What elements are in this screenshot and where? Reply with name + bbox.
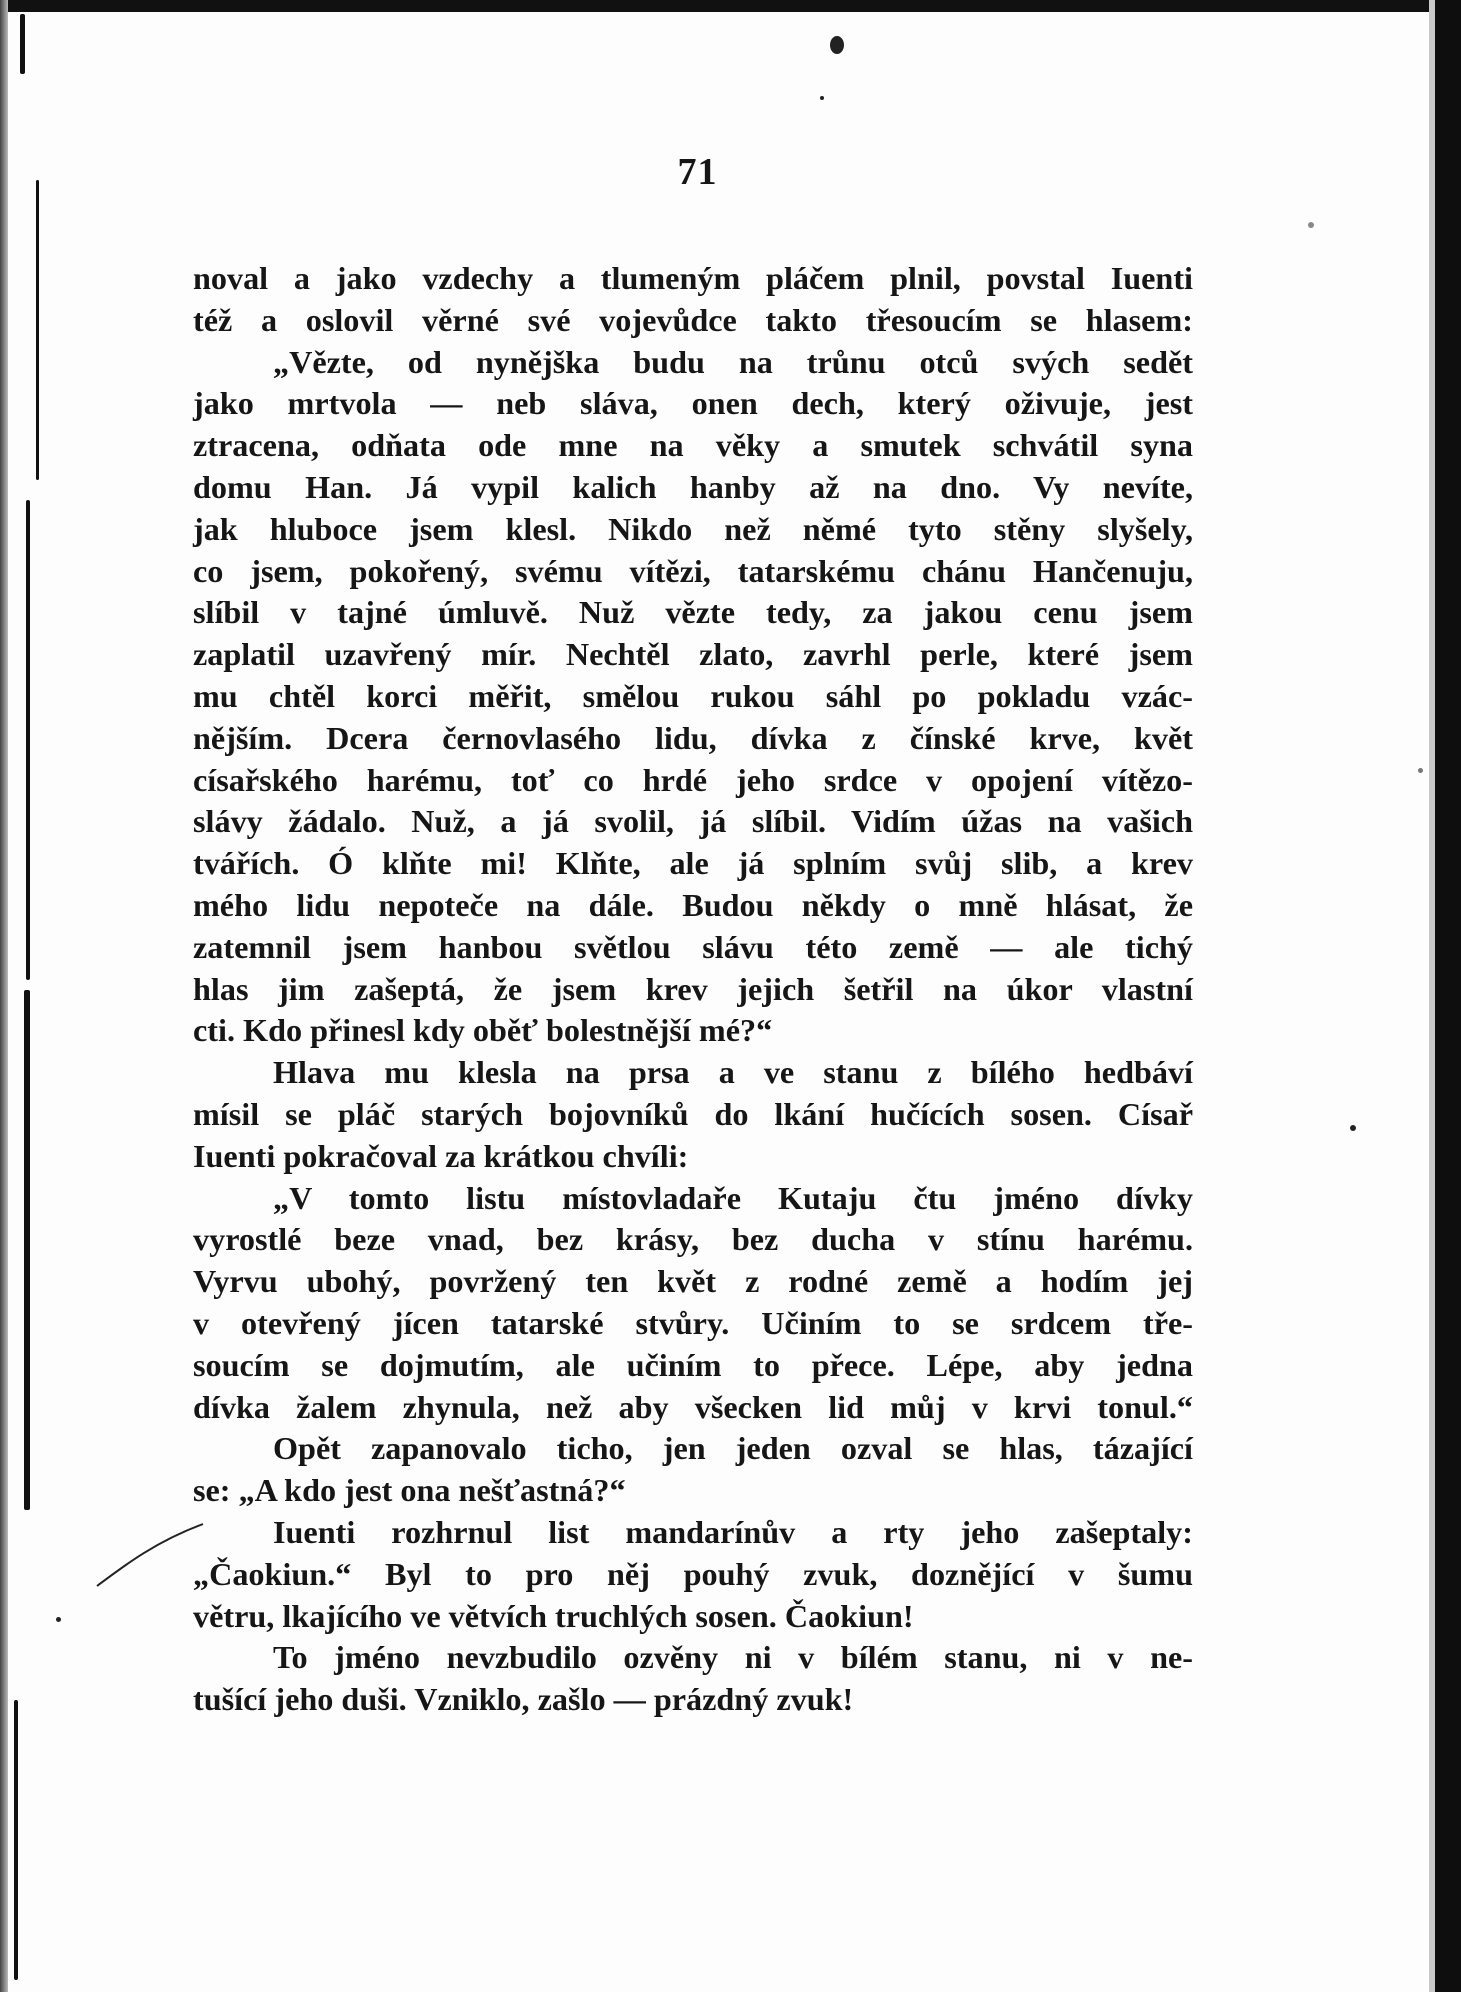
scan-margin-mark [26,500,30,980]
margin-pencil-stroke [95,1520,205,1590]
text-line: hlas jim zašeptá, že jsem krev jejich šetřil na úkor vlastní [193,970,1193,1007]
text-line: domu Han. Já vypil kalich hanby až na dno. Vy nevíte, [193,468,1193,505]
scan-left-edge [0,0,8,1992]
text-line: též a oslovil věrné své vojevůdce takto třesoucím se hlasem: [193,301,1193,338]
text-line: „Vězte, od nynějška budu na trůnu otců svých sedět [273,343,1193,380]
body-text [193,258,1193,1721]
text-line: jako mrtvola — neb sláva, onen dech, který oživuje, jest [193,385,1193,422]
text-line: noval a jako vzdechy a tlumeným pláčem plnil, povstal Iuenti [193,260,1193,296]
text-line: v otevřený jícen tatarské stvůry. Učiním to se srdcem tře- [193,1304,1193,1341]
text-line: slávy žádalo. Nuž, a já svolil, já slíbil. Vidím úžas na vašich [193,803,1193,840]
text-line: mu chtěl korci měřit, smělou rukou sáhl po pokladu vzác- [193,677,1193,714]
text-line: zatemnil jsem hanbou světlou slávu této země — ale tichý [193,928,1193,965]
text-line: Iuenti rozhrnul list mandarínův a rty jeho zašeptaly: [273,1513,1193,1550]
text-line: zaplatil uzavřený mír. Nechtěl zlato, zavrhl perle, které jsem [193,636,1193,673]
text-line: To jméno nevzbudilo ozvěny ni v bílém stanu, ni v ne- [273,1639,1193,1676]
text-line: Hlava mu klesla na prsa a ve stanu z bílého hedbáví [273,1054,1193,1091]
text-line: cti. Kdo přinesl kdy oběť bolestnější mé?“ [193,1012,773,1049]
ink-speck [1308,222,1314,228]
ink-speck [820,96,824,100]
text-line: „Čaokiun.“ Byl to pro něj pouhý zvuk, doznějící v šumu [193,1555,1193,1592]
text-line: nějším. Dcera černovlasého lidu, dívka z čínské krve, květ [193,719,1193,756]
text-line: mého lidu nepoteče na dále. Budou někdy o mně hlásat, že [193,886,1193,923]
ink-speck [1350,1125,1356,1131]
text-line: mísil se pláč starých bojovníků do lkání hučících sosen. Císař [193,1095,1193,1132]
text-line: Iuenti pokračoval za krátkou chvíli: [193,1137,689,1174]
text-line: ztracena, odňata ode mne na věky a smutek schvátil syna [193,427,1193,464]
scan-margin-mark [24,990,30,1510]
text-line: tvářích. Ó klňte mi! Klňte, ale já splním svůj slib, a krev [193,845,1193,882]
text-line: tušící jeho duši. Vzniklo, zašlo — prázdný zvuk! [193,1681,854,1718]
scan-margin-mark [14,1700,18,1980]
text-line: Opět zapanovalo ticho, jen jeden ozval se hlas, tázající [273,1430,1193,1467]
text-line: slíbil v tajné úmluvě. Nuž vězte tedy, za jakou cenu jsem [193,594,1193,631]
text-line: vyrostlé beze vnad, bez krásy, bez ducha v stínu harému. [193,1221,1193,1258]
text-line: jak hluboce jsem klesl. Nikdo než němé tyto stěny slyšely, [193,510,1193,547]
text-line: dívka žalem zhynula, než aby všecken lid můj v krvi tonul.“ [193,1388,1193,1425]
text-line: Vyrvu ubohý, povržený ten květ z rodné země a hodím jej [193,1263,1193,1300]
ink-speck [56,1617,61,1622]
text-line: soucím se dojmutím, ale učiním to přece. Lépe, aby jedna [193,1346,1193,1383]
text-line: „V tomto listu místovladaře Kutaju čtu jméno dívky [273,1179,1193,1216]
scan-top-edge [0,0,1461,12]
text-line: císařského harému, toť co hrdé jeho srdce v opojení vítězo- [193,761,1193,798]
text-line: se: „A kdo jest ona nešťastná?“ [193,1472,626,1509]
ink-speck [1418,768,1423,773]
page-number: 71 [677,151,718,193]
scan-margin-mark [36,180,39,480]
scan-right-edge [1435,0,1461,1992]
text-line: co jsem, pokořený, svému vítězi, tatarskému chánu Hančenuju, [193,552,1193,589]
ink-speck [830,36,844,54]
text-line: větru, lkajícího ve větvích truchlých sosen. Čaokiun! [193,1597,914,1634]
scan-margin-mark [20,14,25,74]
